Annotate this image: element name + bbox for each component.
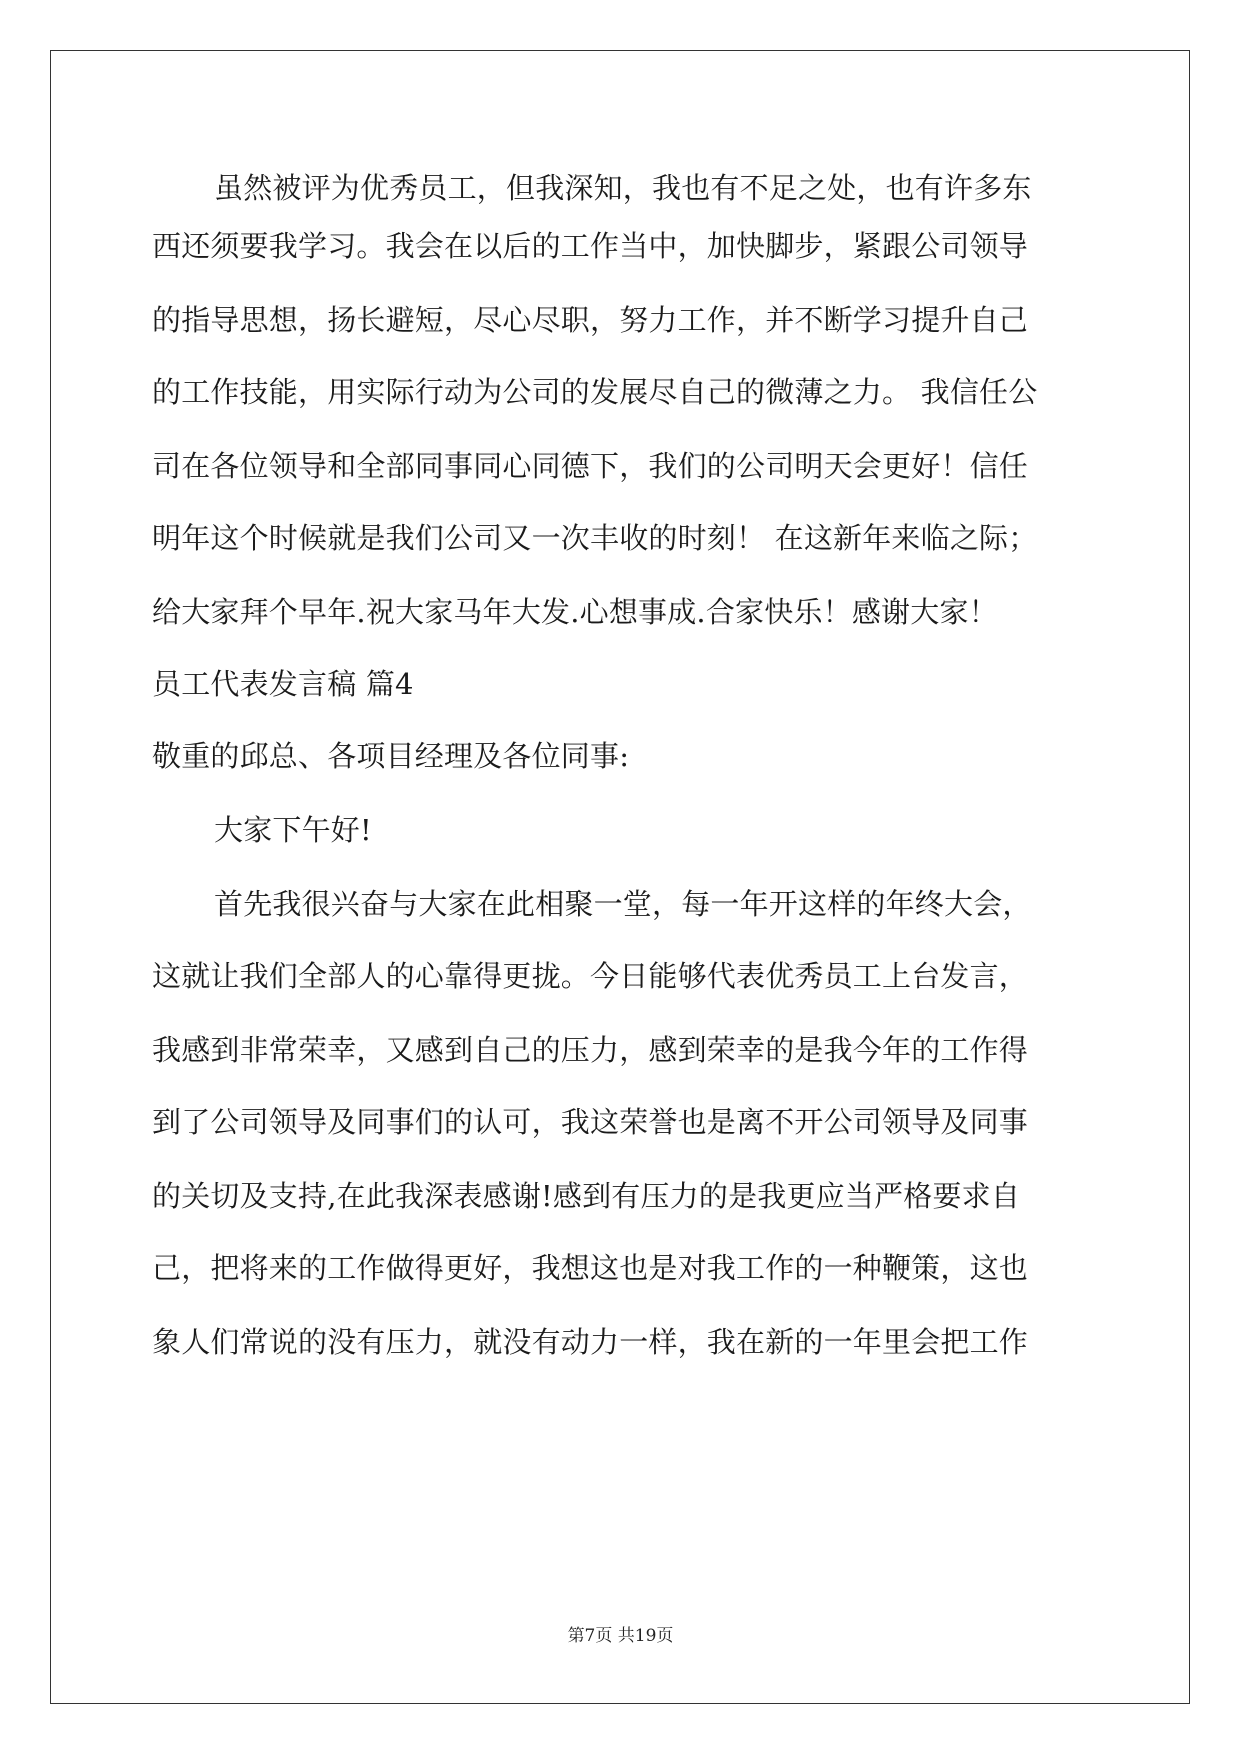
paragraph-line: 司在各位领导和全部同事同心同德下，我们的公司明天会更好！信任	[152, 449, 1029, 483]
paragraph-line: 首先我很兴奋与大家在此相聚一堂，每一年开这样的年终大会，	[214, 887, 1032, 921]
salutation: 敬重的邱总、各项目经理及各位同事:	[152, 739, 630, 773]
paragraph-line: 的工作技能，用实际行动为公司的发展尽自己的微薄之力。 我信任公	[152, 375, 1038, 409]
paragraph-line: 己，把将来的工作做得更好，我想这也是对我工作的一种鞭策，这也	[152, 1251, 1029, 1285]
paragraph-line: 到了公司领导及同事们的认可，我这荣誉也是离不开公司领导及同事	[152, 1105, 1029, 1139]
paragraph-line: 这就让我们全部人的心靠得更拢。今日能够代表优秀员工上台发言，	[152, 959, 1029, 993]
greeting: 大家下午好!	[214, 813, 372, 847]
paragraph-line: 我感到非常荣幸，又感到自己的压力，感到荣幸的是我今年的工作得	[152, 1033, 1029, 1067]
paragraph-line: 的关切及支持,在此我深表感谢!感到有压力的是我更应当严格要求自	[152, 1179, 1021, 1213]
paragraph-line: 虽然被评为优秀员工，但我深知，我也有不足之处，也有许多东	[214, 171, 1032, 205]
paragraph-line: 给大家拜个早年.祝大家马年大发.心想事成.合家快乐！感谢大家！	[152, 595, 998, 629]
paragraph-line: 明年这个时候就是我们公司又一次丰收的时刻！ 在这新年来临之际；	[152, 521, 1038, 555]
paragraph-line: 的指导思想，扬长避短，尽心尽职，努力工作，并不断学习提升自己	[152, 303, 1029, 337]
section-heading: 员工代表发言稿 篇4	[152, 667, 414, 701]
page-number: 第7页 共19页	[567, 1626, 674, 1646]
paragraph-line: 西还须要我学习。我会在以后的工作当中，加快脚步，紧跟公司领导	[152, 229, 1029, 263]
paragraph-line: 象人们常说的没有压力，就没有动力一样，我在新的一年里会把工作	[152, 1325, 1029, 1359]
page-frame	[50, 50, 1190, 1704]
